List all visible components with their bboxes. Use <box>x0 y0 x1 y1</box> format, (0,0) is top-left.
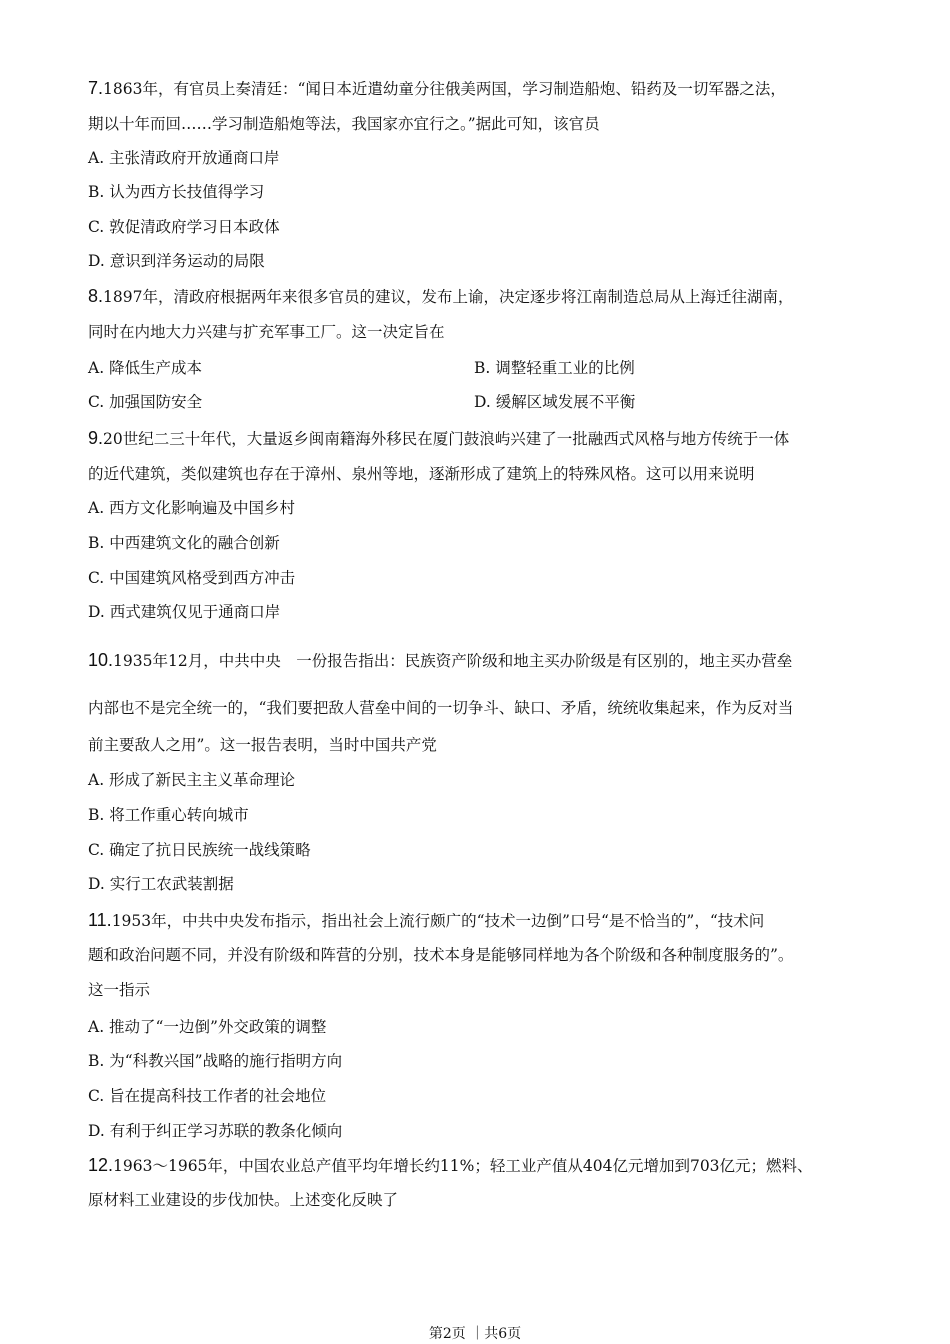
option-a: A. 主张清政府开放通商口岸 <box>88 149 280 167</box>
option-d: D. 有利于纠正学习苏联的教条化倾向 <box>88 1122 343 1140</box>
question-number: 7. <box>88 78 104 98</box>
stem-text: 1897年，清政府根据两年来很多官员的建议，发布上谕，决定逐步将江南制造总局从上海迁往湖南， <box>103 288 794 306</box>
option-d: D. 西式建筑仅见于通商口岸 <box>88 603 281 621</box>
stem-text: 的近代建筑，类似建筑也存在于漳州、泉州等地，逐渐形成了建筑上的特殊风格。这可以用来说明 <box>88 465 755 483</box>
stem-text: 同时在内地大力兴建与扩充军事工厂。这一决定旨在 <box>88 323 445 341</box>
option-b: B. 认为西方长技值得学习 <box>88 183 265 201</box>
option-d: D. 实行工农武装割据 <box>88 875 234 893</box>
stem-text: 前主要敌人之用”。这一报告表明，当时中国共产党 <box>88 736 437 754</box>
stem-text: 这一指示 <box>88 981 151 999</box>
question-number: 12. <box>88 1155 114 1175</box>
question-11-stem-line <box>88 980 150 1000</box>
question-11-stem-line <box>88 910 764 931</box>
option-a: A. 推动了“一边倒”外交政策的调整 <box>88 1018 327 1036</box>
question-8-stem-line <box>88 286 793 307</box>
question-8-stem-line <box>88 322 445 342</box>
stem-text: 期以十年而回……学习制造船炮等法，我国家亦宜行之。”据此可知，该官员 <box>88 115 600 133</box>
option-b: B. 调整轻重工业的比例 <box>474 359 635 377</box>
stem-text: 1863年，有官员上奏清廷：“闻日本近遣幼童分往俄美两国，学习制造船炮、铅药及一切军器之法， <box>103 80 786 98</box>
question-12-stem-line <box>88 1155 813 1176</box>
question-number: 9. <box>88 428 104 448</box>
stem-text: 原材料工业建设的步伐加快。上述变化反映了 <box>88 1191 399 1209</box>
option-a: A. 形成了新民主主义革命理论 <box>88 771 296 789</box>
stem-text: 1963～1965年，中国农业总产值平均年增长约11%；轻工业产值从404亿元增加到703亿元；燃料、 <box>113 1157 813 1175</box>
option-c: C. 加强国防安全 <box>88 393 203 411</box>
question-12-stem-line <box>88 1190 398 1210</box>
option-a: A. 西方文化影响遍及中国乡村 <box>88 499 296 517</box>
question-9-stem-line <box>88 428 789 449</box>
question-7-stem-line <box>88 114 600 134</box>
option-b: B. 为“科教兴国”战略的施行指明方向 <box>88 1052 343 1070</box>
question-number: 8. <box>88 286 104 306</box>
option-c: C. 中国建筑风格受到西方冲击 <box>88 569 296 587</box>
option-b: B. 中西建筑文化的融合创新 <box>88 534 280 552</box>
option-c: C. 确定了抗日民族统一战线策略 <box>88 841 311 859</box>
question-9-stem-line <box>88 464 755 484</box>
question-11-stem-line <box>88 945 793 965</box>
stem-text: 1935年12月，中共中央 一份报告指出：民族资产阶级和地主买办阶级是有区别的，地主买办营垒 <box>113 652 793 670</box>
stem-text: 题和政治问题不同，并没有阶级和阵营的分别，技术本身是能够同样地为各个阶级和各种制度服务的”。 <box>88 946 794 964</box>
option-d: D. 意识到洋务运动的局限 <box>88 252 265 270</box>
option-c: C. 旨在提高科技工作者的社会地位 <box>88 1087 327 1105</box>
question-10-stem-line <box>88 698 793 718</box>
page-footer: 第2页 ｜共6页 <box>428 1326 522 1342</box>
stem-text: 1953年，中共中央发布指示，指出社会上流行颇广的“技术一边倒”口号“是不恰当的”，“技术问 <box>111 912 765 930</box>
question-number: 11. <box>88 910 112 930</box>
question-10-stem-line <box>88 650 792 671</box>
option-b: B. 将工作重心转向城市 <box>88 806 249 824</box>
option-c: C. 敦促清政府学习日本政体 <box>88 218 280 236</box>
option-d: D. 缓解区域发展不平衡 <box>474 393 636 411</box>
question-number: 10. <box>88 650 114 670</box>
stem-text: 20世纪二三十年代，大量返乡闽南籍海外移民在厦门鼓浪屿兴建了一批融西式风格与地方传统于一体 <box>103 430 790 448</box>
option-a: A. 降低生产成本 <box>88 359 203 377</box>
stem-text: 内部也不是完全统一的，“我们要把敌人营垒中间的一切争斗、缺口、矛盾，统统收集起来，作为反对当 <box>88 699 794 717</box>
question-10-stem-line <box>88 735 437 755</box>
question-7-stem-line <box>88 78 786 99</box>
